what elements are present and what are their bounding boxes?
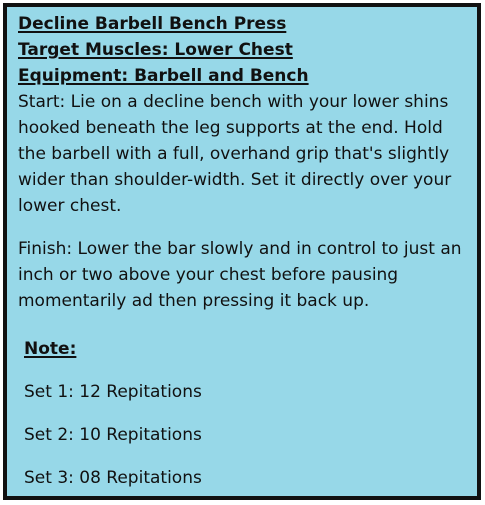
equipment-heading: Equipment: Barbell and Bench xyxy=(18,66,309,86)
start-line: Start: Lie on a decline bench with your lower shins xyxy=(18,92,449,112)
start-line: lower chest. xyxy=(18,196,122,216)
exercise-card xyxy=(3,3,481,500)
finish-line: inch or two above your chest before pausing xyxy=(18,265,399,285)
finish-paragraph xyxy=(18,236,476,314)
start-line: the barbell with a full, overhand grip that's slightly xyxy=(18,144,450,164)
note-label: Note: xyxy=(24,339,77,359)
exercise-title: Decline Barbell Bench Press xyxy=(18,14,287,34)
target-muscles-heading: Target Muscles: Lower Chest xyxy=(18,40,293,60)
finish-line: momentarily ad then pressing it back up. xyxy=(18,291,370,311)
start-line: hooked beneath the leg supports at the end. Hold xyxy=(18,118,443,138)
start-line: wider than shoulder-width. Set it directly over your xyxy=(18,170,452,190)
set-3-line: Set 3: 08 Repitations xyxy=(24,468,202,488)
set-1-line: Set 1: 12 Repitations xyxy=(24,382,202,402)
start-paragraph xyxy=(18,89,476,219)
finish-line: Finish: Lower the bar slowly and in control to just an xyxy=(18,239,462,259)
set-2-line: Set 2: 10 Repitations xyxy=(24,425,202,445)
